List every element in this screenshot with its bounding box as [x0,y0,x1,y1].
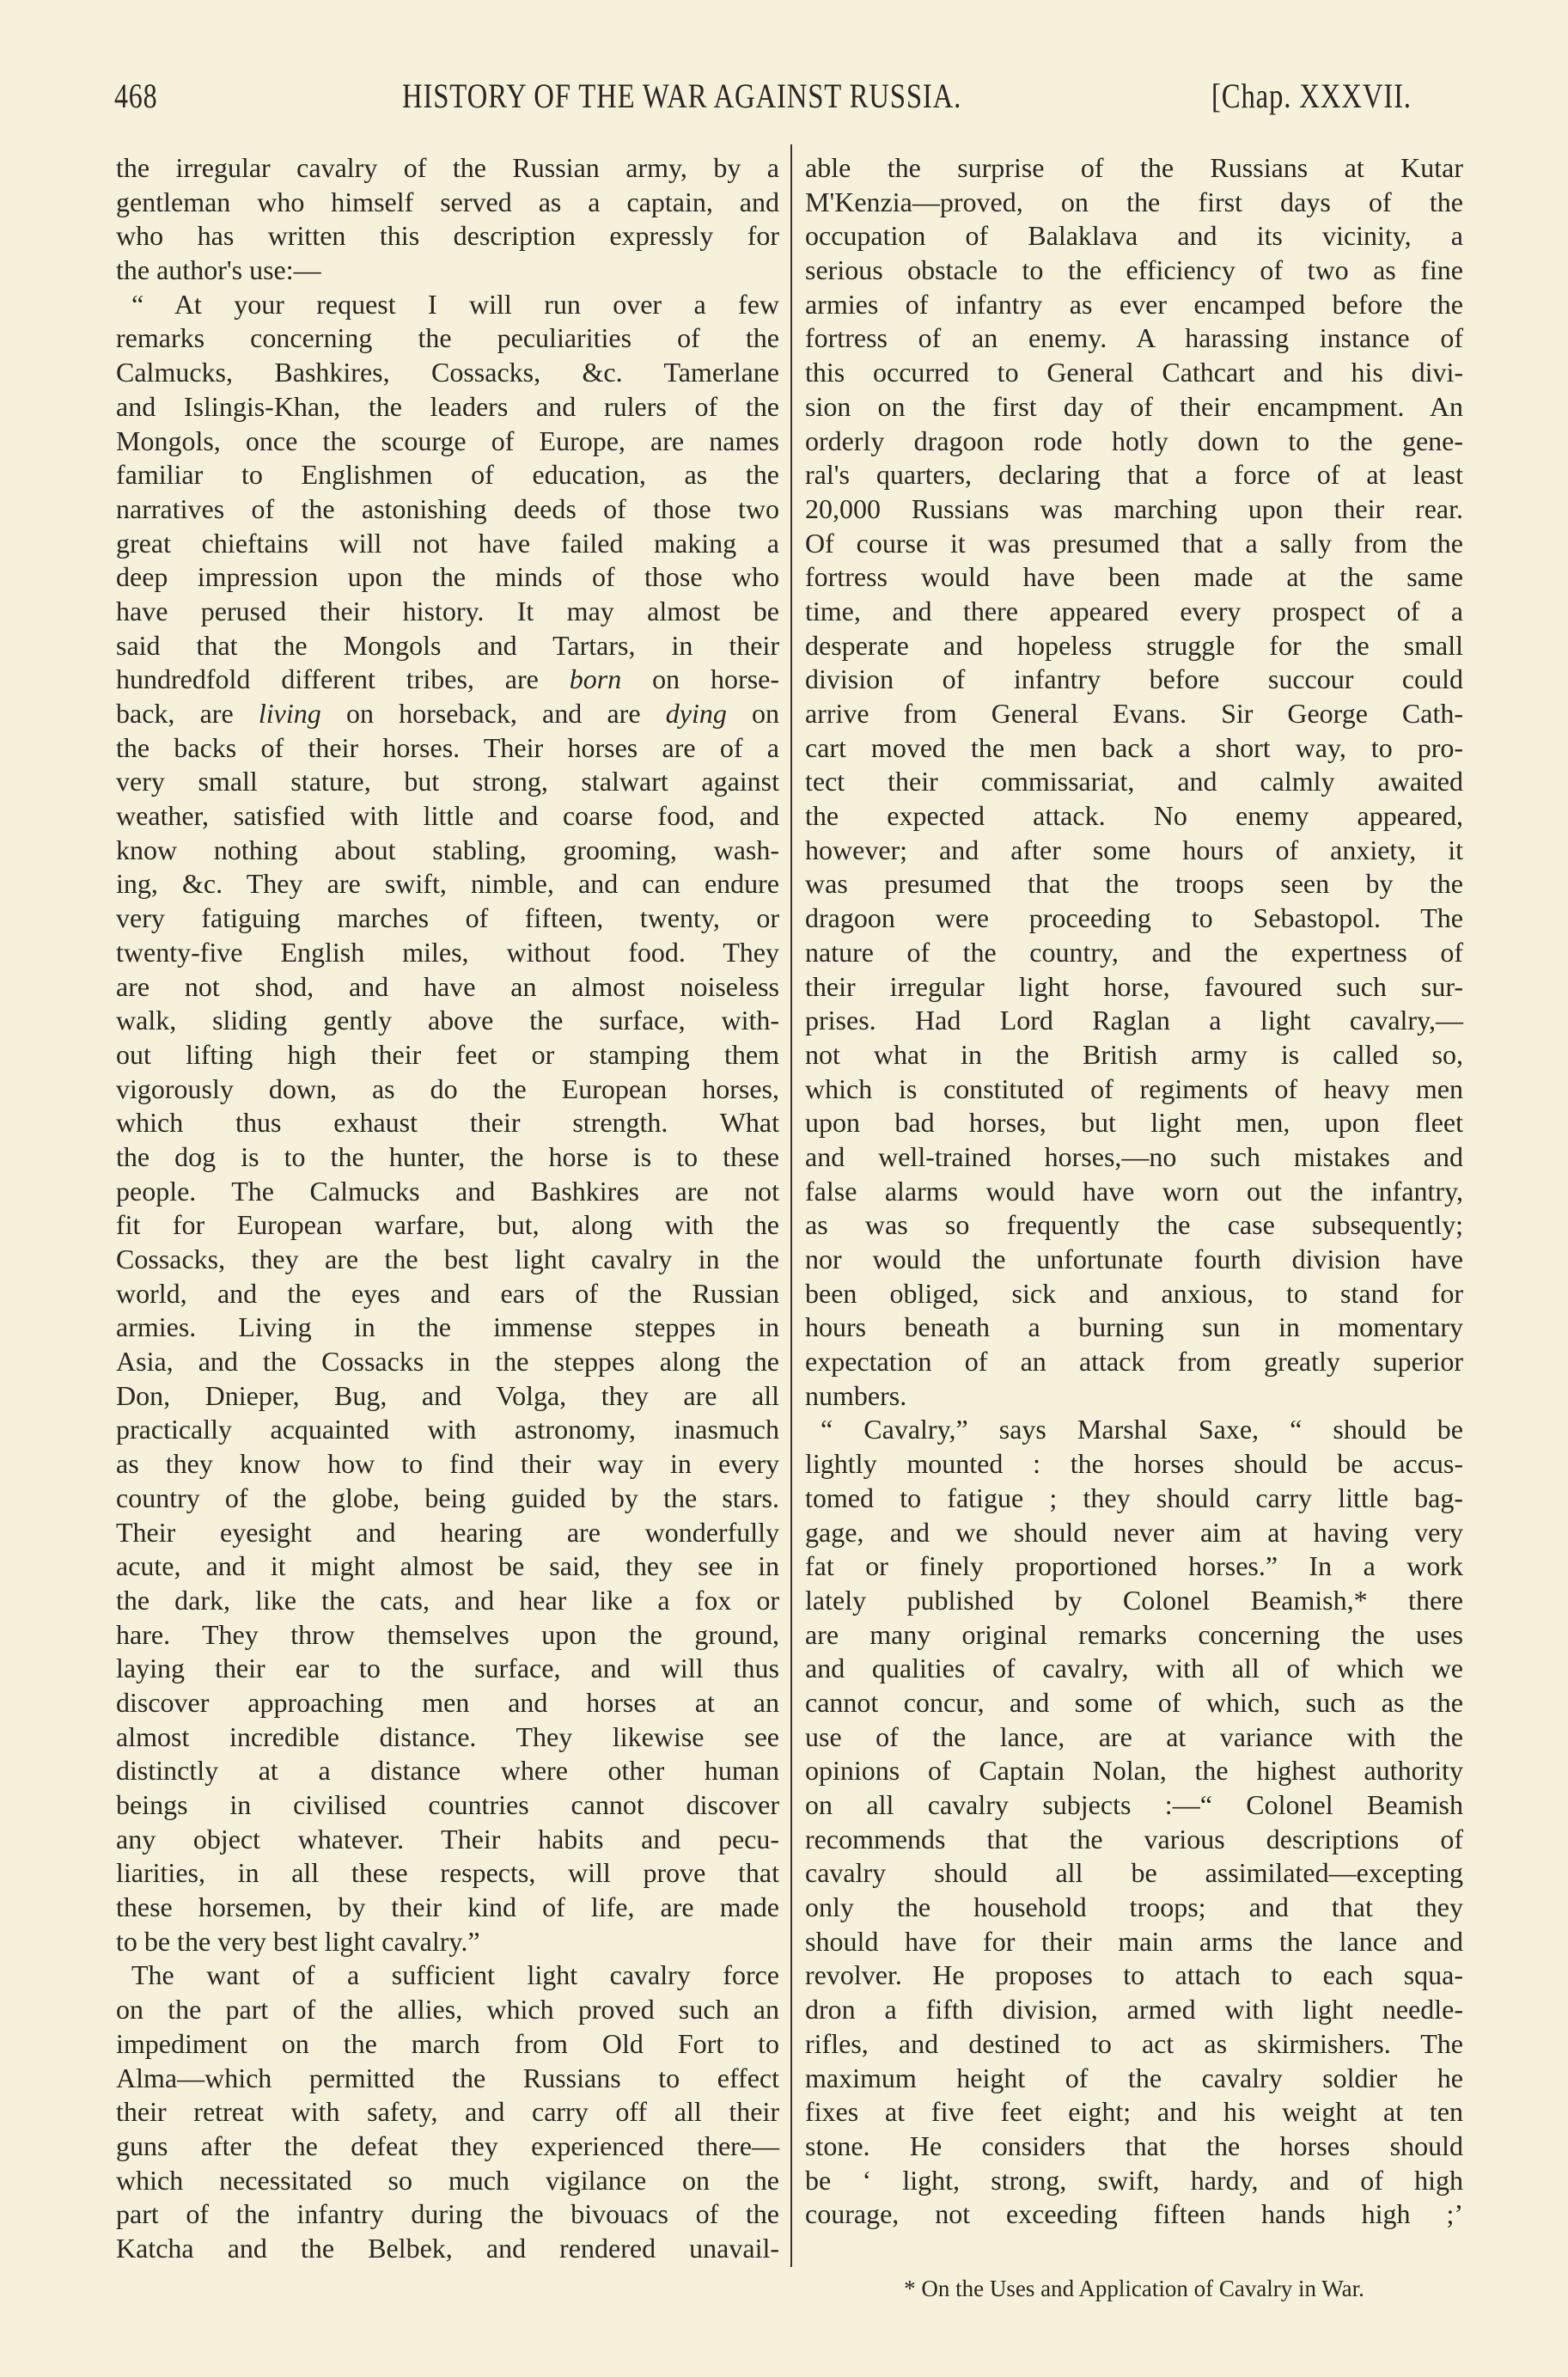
text-line: nor would the unfortunate fourth division have [805,1243,1463,1274]
text-line: as they know how to find their way in every [116,1448,779,1480]
text-line: Their eyesight and hearing are wonderfully [116,1516,779,1548]
text-line: The want of a sufficient light cavalry force [131,1959,779,1991]
left-column [116,151,779,2266]
text-line: upon bad horses, but light men, upon fleet [805,1107,1463,1139]
text-line: ral's quarters, declaring that a force of at least [805,459,1463,491]
text-line: and qualities of cavalry, with all of which we [805,1653,1463,1684]
text-line: the expected attack. No enemy appeared, [805,800,1463,832]
text-line: sion on the first day of their encampment. An [805,390,1463,422]
text-line: Asia, and the Cossacks in the steppes along the [116,1346,779,1378]
text-segment: back, are [116,698,259,729]
text-line: are not shod, and have an almost noiseless [116,970,779,1002]
text-line: been obliged, sick and anxious, to stand for [805,1277,1463,1309]
page-number: 468 [114,76,158,115]
text-line: the irregular cavalry of the Russian army, by a [116,152,779,183]
column-divider [790,144,792,2267]
text-line: fortress of an enemy. A harassing instance of [805,322,1463,354]
text-segment: on horseback, and are [320,698,666,729]
text-line: and well-trained horses,—no such mistakes and [805,1140,1463,1172]
text-line: the dog is to the hunter, the horse is to these [116,1140,779,1172]
text-line: orderly dragoon rode hotly down to the gene- [805,425,1463,456]
text-line: fixes at five feet eight; and his weight at ten [805,2096,1463,2128]
text-line [116,697,779,731]
right-column [805,151,1463,2232]
text-line: any object whatever. Their habits and pecu- [116,1823,779,1855]
text-line: almost incredible distance. They likewise see [116,1720,779,1752]
text-line: Don, Dnieper, Bug, and Volga, they are all [116,1379,779,1411]
text-line: twenty-five English miles, without food. They [116,936,779,968]
text-segment: on [726,698,780,729]
text-line: their irregular light horse, favoured such sur- [805,970,1463,1002]
text-line: ing, &c. They are swift, nimble, and can endure [116,868,779,900]
text-line: are many original remarks concerning the uses [805,1618,1463,1650]
text-line: serious obstacle to the efficiency of two as fine [805,254,1463,286]
text-line: walk, sliding gently above the surface, with- [116,1005,779,1036]
italic-text: dying [665,698,727,729]
text-line: the author's use:— [116,254,321,286]
text-line: which is constituted of regiments of heavy men [805,1072,1463,1104]
text-line: use of the lance, are at variance with the [805,1720,1463,1752]
text-line: these horsemen, by their kind of life, are made [116,1891,779,1923]
text-line: desperate and hopeless struggle for the small [805,629,1463,661]
text-line: vigorously down, as do the European horses, [116,1072,779,1104]
chapter-label: [Chap. XXXVII. [1211,76,1412,115]
text-segment: hundredfold different tribes, are [116,663,570,695]
text-line: out lifting high their feet or stamping them [116,1038,779,1070]
text-line: rifles, and destined to act as skirmishers. The [805,2027,1463,2059]
text-line: distinctly at a distance where other human [116,1755,779,1787]
text-line: very fatiguing marches of fifteen, twenty, or [116,902,779,934]
text-line: occupation of Balaklava and its vicinity, a [805,220,1463,252]
text-line: tomed to fatigue ; they should carry little bag- [805,1482,1463,1513]
text-line: numbers. [805,1379,907,1411]
text-line: discover approaching men and horses at an [116,1686,779,1718]
text-line: beings in civilised countries cannot discover [116,1789,779,1820]
text-line: time, and there appeared every prospect of a [805,595,1463,626]
italic-text: living [258,698,321,729]
text-line: liarities, in all these respects, will prove that [116,1857,779,1889]
text-line: people. The Calmucks and Bashkires are not [116,1175,779,1207]
text-line: practically acquainted with astronomy, inasmuch [116,1414,779,1445]
text-line: M'Kenzia—proved, on the first days of the [805,186,1463,217]
text-line: on all cavalry subjects :—“ Colonel Beamish [805,1789,1463,1820]
text-line: laying their ear to the surface, and will thus [116,1653,779,1684]
text-line: have perused their history. It may almost be [116,595,779,626]
text-line: part of the infantry during the bivouacs of the [116,2198,779,2230]
text-line: as was so frequently the case subsequently; [805,1209,1463,1241]
text-line: stone. He considers that the horses should [805,2130,1463,2161]
text-line: opinions of Captain Nolan, the highest authority [805,1755,1463,1787]
text-line: false alarms would have worn out the infantry, [805,1175,1463,1207]
text-line: which thus exhaust their strength. What [116,1107,779,1139]
text-line: to be the very best light cavalry.” [116,1925,480,1957]
text-line: was presumed that the troops seen by the [805,868,1463,900]
text-line: nature of the country, and the expertness of [805,936,1463,968]
text-line: expectation of an attack from greatly superior [805,1346,1463,1378]
text-line: armies. Living in the immense steppes in [116,1311,779,1343]
footnote: * On the Uses and Application of Cavalry in War. [904,2276,1364,2301]
text-line: arrive from General Evans. Sir George Cath- [805,698,1463,729]
text-line: Katcha and the Belbek, and rendered unavail- [116,2232,779,2264]
text-line: on the part of the allies, which proved such an [116,1994,779,2026]
text-segment: on horse- [621,663,779,695]
text-line: familiar to Englishmen of education, as the [116,459,779,491]
text-line: who has written this description expressly for [116,220,779,252]
italic-text: born [569,663,622,695]
text-line: should have for their main arms the lance and [805,1925,1463,1957]
text-line: know nothing about stabling, grooming, wash- [116,834,779,865]
text-line: gentleman who himself served as a captain, and [116,186,779,217]
text-line: country of the globe, being guided by the stars. [116,1482,779,1513]
text-line: great chieftains will not have failed making a [116,527,779,559]
text-line: 20,000 Russians was marching upon their rear. [805,492,1463,524]
running-title: HISTORY OF THE WAR AGAINST RUSSIA. [402,76,962,115]
text-line: revolver. He proposes to attach to each squa- [805,1959,1463,1991]
text-line: fit for European warfare, but, along with the [116,1209,779,1241]
text-line: weather, satisfied with little and coarse food, and [116,800,779,832]
text-line: maximum height of the cavalry soldier he [805,2062,1463,2093]
text-line: Mongols, once the scourge of Europe, are names [116,425,779,456]
text-line: which necessitated so much vigilance on the [116,2164,779,2196]
text-line: very small stature, but strong, stalwart against [116,766,779,797]
text-line: Calmucks, Bashkires, Cossacks, &c. Tamerlane [116,357,779,388]
text-line: courage, not exceeding fifteen hands high ;’ [805,2198,1463,2230]
text-line: Of course it was presumed that a sally from the [805,527,1463,559]
text-line: recommends that the various descriptions of [805,1823,1463,1855]
text-line: deep impression upon the minds of those who [116,561,779,593]
text-line: cart moved the men back a short way, to pro- [805,731,1463,763]
text-line: “ Cavalry,” says Marshal Saxe, “ should be [821,1414,1463,1445]
text-line: able the surprise of the Russians at Kutar [805,152,1463,183]
text-line: only the household troops; and that they [805,1891,1463,1923]
text-line: remarks concerning the peculiarities of the [116,322,779,354]
text-line: narratives of the astonishing deeds of those two [116,492,779,524]
text-line: their retreat with safety, and carry off all their [116,2096,779,2128]
text-line: fortress would have been made at the same [805,561,1463,593]
text-line: guns after the defeat they experienced there— [116,2130,779,2161]
text-line: fat or finely proportioned horses.” In a work [805,1550,1463,1582]
text-line: prises. Had Lord Raglan a light cavalry,— [805,1005,1463,1036]
text-line: lightly mounted : the horses should be accus- [805,1448,1463,1480]
text-line: this occurred to General Cathcart and his divi- [805,357,1463,388]
text-line: Cossacks, they are the best light cavalry in the [116,1243,779,1274]
text-line: “ At your request I will run over a few [131,288,779,320]
text-line: tect their commissariat, and calmly awaited [805,766,1463,797]
text-line: not what in the British army is called so, [805,1038,1463,1070]
text-line: cavalry should all be assimilated—excepting [805,1857,1463,1889]
text-line: lately published by Colonel Beamish,* there [805,1584,1463,1616]
text-line: gage, and we should never aim at having very [805,1516,1463,1548]
text-line: division of infantry before succour could [805,663,1463,695]
text-line: however; and after some hours of anxiety, it [805,834,1463,865]
text-line: dragoon were proceeding to Sebastopol. The [805,902,1463,934]
text-line: dron a fifth division, armed with light needle- [805,1994,1463,2026]
text-line: the dark, like the cats, and hear like a fox or [116,1584,779,1616]
text-line: said that the Mongols and Tartars, in their [116,629,779,661]
text-line: acute, and it might almost be said, they see in [116,1550,779,1582]
text-line: cannot concur, and some of which, such as the [805,1686,1463,1718]
text-line: and Islingis-Khan, the leaders and rulers of the [116,390,779,422]
text-line: armies of infantry as ever encamped before the [805,288,1463,320]
text-line: hours beneath a burning sun in momentary [805,1311,1463,1343]
text-line: the backs of their horses. Their horses are of a [116,731,779,763]
text-line: impediment on the march from Old Fort to [116,2027,779,2059]
text-line: hare. They throw themselves upon the ground, [116,1618,779,1650]
text-line: be ‘ light, strong, swift, hardy, and of high [805,2164,1463,2196]
text-line: Alma—which permitted the Russians to effect [116,2062,779,2093]
text-line: world, and the eyes and ears of the Russian [116,1277,779,1309]
text-line [116,663,779,697]
